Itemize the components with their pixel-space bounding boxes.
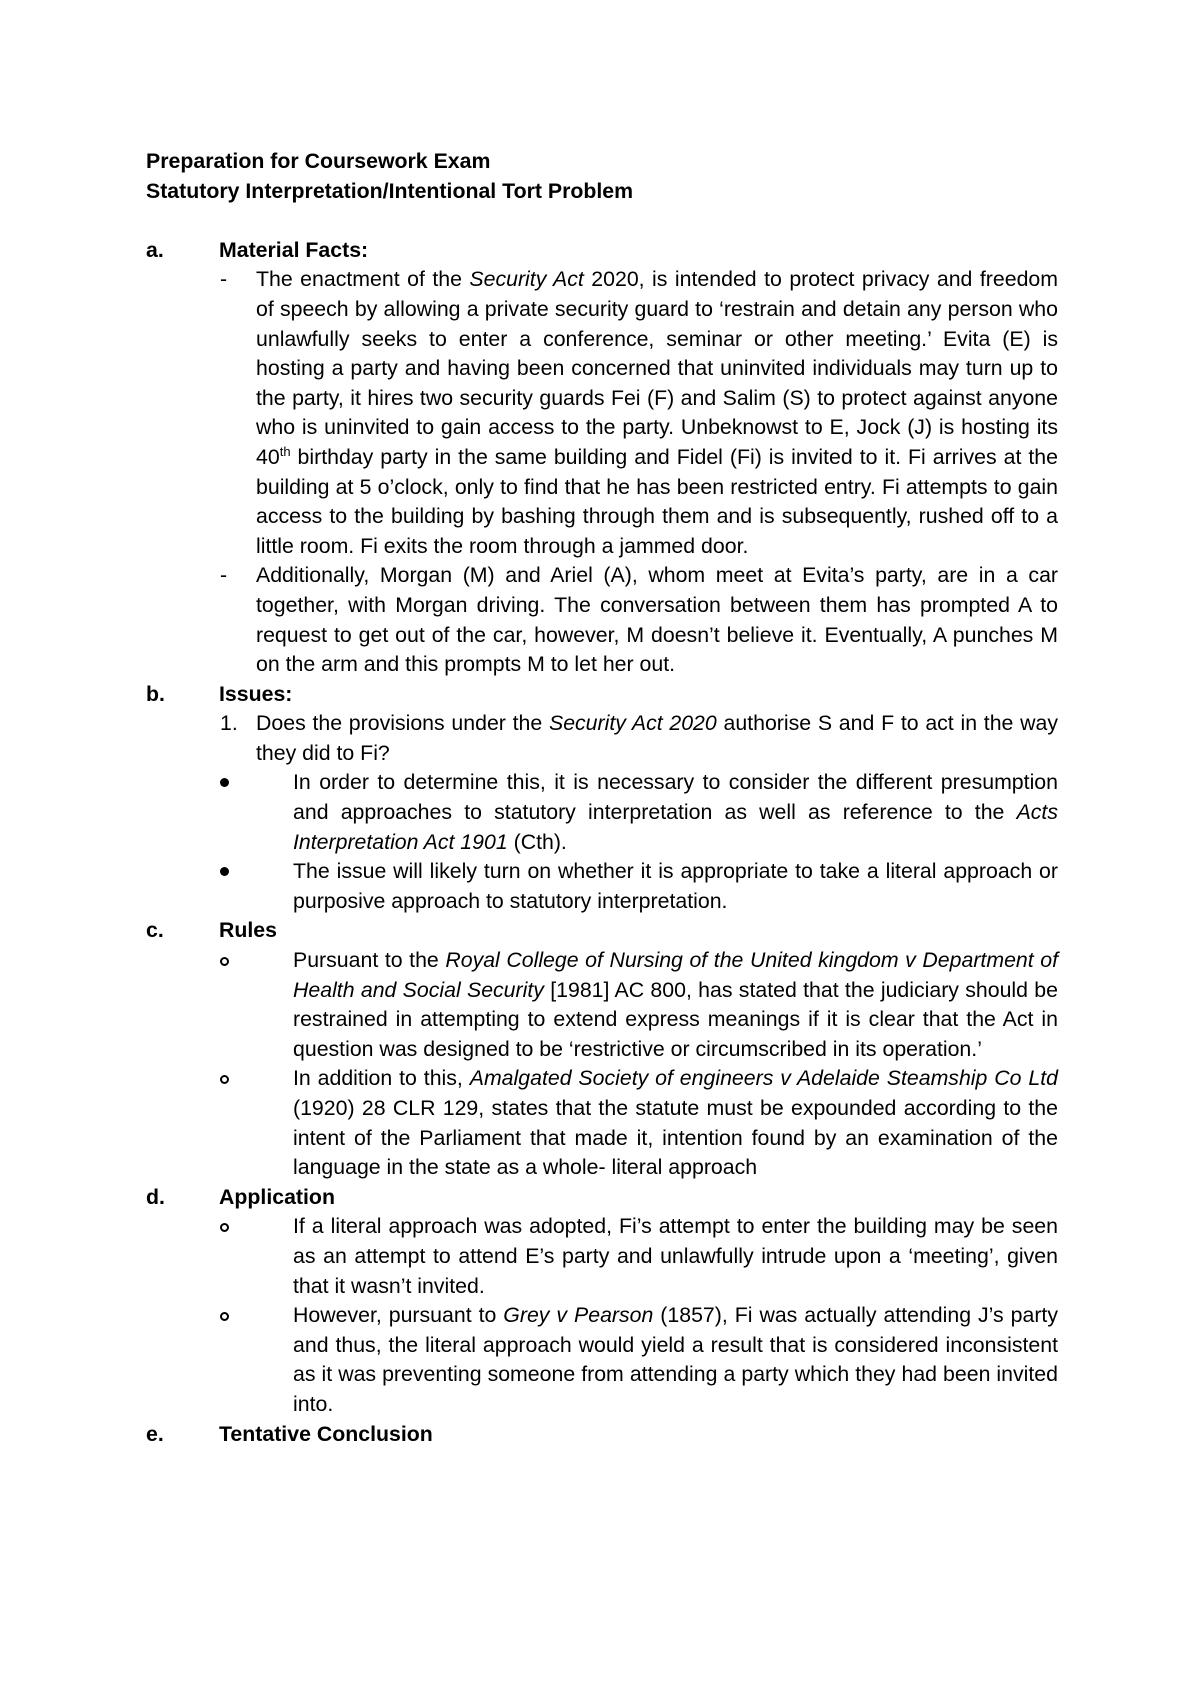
case-name: Grey v Pearson (503, 1303, 654, 1328)
section-heading-text: Issues: (219, 681, 293, 706)
fact-text: The enactment of the (256, 267, 470, 292)
act-name: Security Act 2020 (548, 711, 717, 736)
document-body (146, 147, 1058, 1449)
act-name: Acts Interpretation Act 1901 (293, 800, 1058, 854)
circle-bullet-icon (220, 957, 229, 966)
section-conclusion (146, 1420, 1058, 1450)
fact-text: Additionally, Morgan (M) and Ariel (A), whom meet at Evita’s party, are in a car together, with Morgan driving. The conversation between them has prompted A to request to get out of the car, however, M doesn’t believe it. Eventually, A punches M on the arm and this prompts M to let her out. (256, 563, 1058, 677)
issue-number: 1. (220, 711, 238, 736)
subpoint-text: The issue will likely turn on whether it is appropriate to take a literal approach or purposive approach to statutory interpretation. (293, 859, 1058, 913)
section-issues (146, 680, 1058, 917)
fact-item (220, 561, 1058, 679)
issues-list (219, 709, 1058, 916)
section-letter: b. (146, 681, 165, 706)
rule-text: [1981] AC 800, has stated that the judiciary should be restrained in attempting to extend express meanings if it is clear that the Act in question was designed to be ‘restrictive or circumscribed in its operation.’ (293, 977, 1058, 1061)
rule-item (256, 946, 1058, 1064)
section-rules (146, 916, 1058, 1182)
dash-bullet-icon: - (220, 267, 228, 292)
circle-bullet-icon (220, 1223, 229, 1232)
section-heading (146, 680, 1058, 710)
section-heading (146, 1420, 1058, 1450)
fact-text: 2020, is intended to protect privacy and freedom of speech by allowing a private security guard to ‘restrain and detain any person who unlawfully seeks to enter a conference, seminar or other meeting.’ Evita (E) is hosting a party and having been concerned that uninvited individuals may turn up to the party, it hires two security guards Fei (F) and Salim (S) to protect against anyone who is uninvited to gain access to the party. Unbeknowst to E, Jock (J) is hosting its 40 (256, 267, 1058, 469)
section-heading (146, 916, 1058, 946)
issue-text: Does the provisions under the (256, 711, 549, 736)
case-name: Royal College of Nursing of the United kingdom v Department of Health and Social Security (293, 948, 1059, 1002)
rule-text: In addition to this, (293, 1066, 470, 1091)
section-heading-text: Rules (219, 918, 277, 943)
section-letter: a. (146, 237, 164, 262)
act-name: Security Act (469, 267, 584, 292)
case-name: Amalgated Society of engineers v Adelaide Steamship Co Ltd (469, 1066, 1058, 1091)
issue-item (220, 709, 1059, 768)
application-item (256, 1301, 1058, 1419)
disc-bullet-icon (220, 778, 229, 787)
dash-bullet-icon: - (220, 563, 228, 588)
section-material-facts (146, 236, 1058, 680)
section-heading (146, 236, 1058, 266)
rule-item (256, 1064, 1058, 1182)
circle-bullet-icon (220, 1312, 229, 1321)
rules-list (219, 946, 1058, 1183)
issue-subpoint (256, 768, 1058, 857)
application-text: If a literal approach was adopted, Fi’s attempt to enter the building may be seen as an attempt to attend E’s party and unlawfully intrude upon a ‘meeting’, given that it wasn’t invited. (293, 1214, 1058, 1298)
application-text: (1857), Fi was actually attending J’s party and thus, the literal approach would yield a result that is considered inconsistent as it was preventing someone from attending a party which they had been invited into. (293, 1303, 1058, 1416)
section-heading-text: Material Facts: (219, 237, 369, 262)
rule-text: Pursuant to the (293, 948, 446, 973)
fact-text: birthday party in the same building and Fidel (Fi) is invited to it. Fi arrives at the building at 5 o’clock, only to find that he has been restricted entry. Fi attempts to gain access to the building by bashing through them and is subsequently, rushed off to a little room. Fi exits the room through a jammed door. (256, 444, 1058, 558)
document-title: Preparation for Coursework Exam (146, 149, 491, 173)
section-heading-text: Tentative Conclusion (219, 1421, 433, 1446)
application-text: However, pursuant to (293, 1303, 504, 1328)
subpoint-text: In order to determine this, it is necessary to consider the different presumption and approaches to statutory interpretation as well as reference to the (293, 770, 1058, 825)
section-heading-text: Application (219, 1184, 335, 1209)
application-list (219, 1212, 1058, 1419)
spacer (146, 206, 1058, 236)
section-heading (146, 1183, 1058, 1213)
superscript: th (279, 443, 291, 459)
document-subtitle: Statutory Interpretation/Intentional Tort Problem (146, 178, 634, 203)
subpoint-text: (Cth). (507, 829, 567, 854)
issue-text: authorise S and F to act in the way they did to Fi? (256, 711, 1059, 765)
section-letter: e. (146, 1421, 164, 1446)
section-letter: d. (146, 1184, 165, 1209)
disc-bullet-icon (220, 867, 229, 876)
issue-subpoint (256, 857, 1058, 916)
facts-list (219, 265, 1058, 679)
section-application (146, 1183, 1058, 1420)
fact-item (220, 265, 1058, 561)
section-letter: c. (146, 918, 164, 943)
rule-text: (1920) 28 CLR 129, states that the statute must be expounded according to the intent of the Parliament that made it, intention found by an examination of the language in the state as a whole- literal approach (293, 1096, 1058, 1180)
application-item (256, 1212, 1058, 1301)
circle-bullet-icon (220, 1075, 229, 1084)
